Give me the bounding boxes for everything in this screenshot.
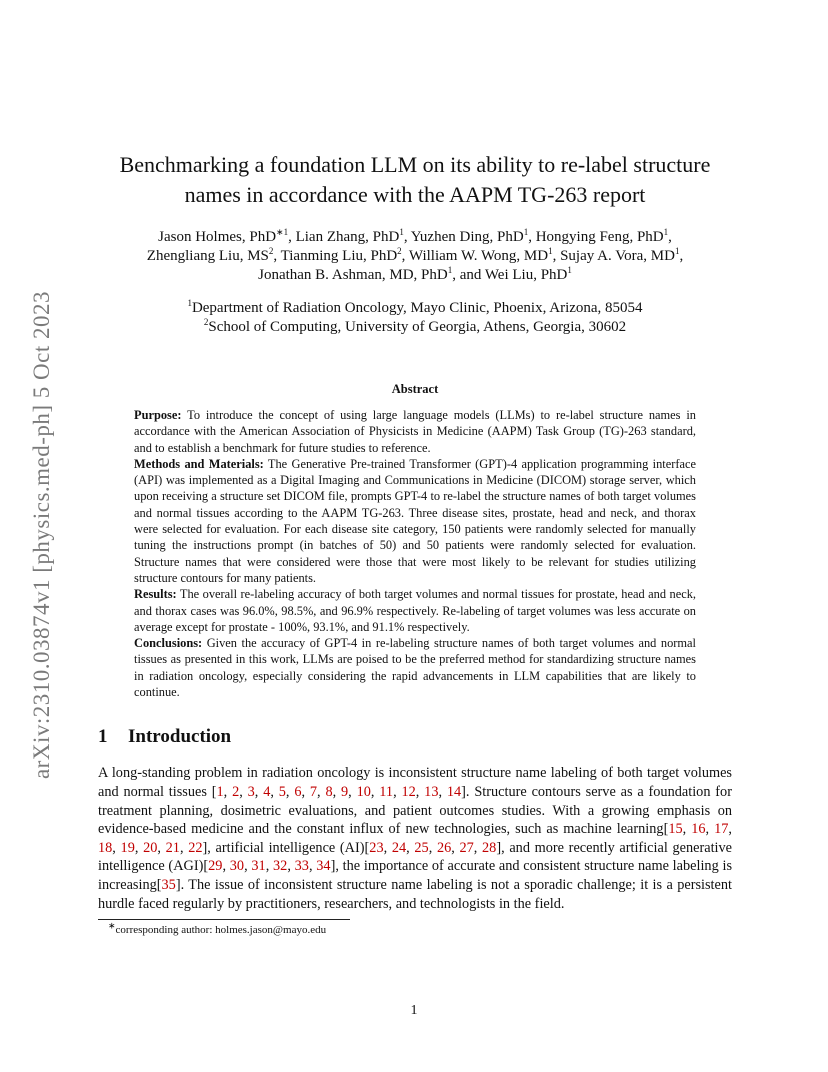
citation-link[interactable]: 5 [278, 783, 286, 800]
arxiv-identifier: arXiv:2310.03874v1 [physics.med-ph] 5 Oct 2023 [29, 290, 54, 780]
citation-link[interactable]: 15 [668, 821, 683, 838]
section-title: Introduction [128, 726, 232, 748]
arxiv-side-stamp [22, 250, 62, 820]
abstract-conclusions: Conclusions: Given the accuracy of GPT-4 in re-labeling structure names of both target volumes and normal tissues as presented in this work, LLMs are poised to be the preferred method for standardizing structure names in radiation oncology, especially considering the rapid advancements in LLM capabilities that are likely to continue. [134, 636, 696, 700]
citation-link[interactable]: 18 [98, 839, 113, 856]
citation-link[interactable]: 9 [341, 783, 349, 800]
title-line-2: names in accordance with the AAPM TG-263 report [184, 182, 646, 207]
author-list [98, 228, 732, 285]
citation-link[interactable]: 14 [446, 783, 462, 800]
author: Sujay A. Vora, $MD^1$, [560, 246, 684, 264]
citation-link[interactable]: 33 [294, 858, 309, 875]
author: William W. Wong, $MD^1$, [408, 246, 561, 264]
author: Lian Zhang, PhD$^1$, [295, 227, 411, 245]
citation-link[interactable]: 21 [165, 839, 180, 856]
title-line-1: Benchmarking a foundation LLM on its ability to re-label structure [119, 152, 711, 177]
abstract-purpose: Purpose: To introduce the concept of using large language models (LLMs) to re-label structure names in accordance with the American Association of Physicists in Medicine (AAPM) Task Group (TG)-263 standard, and to establish a benchmark for future studies to reference. [134, 408, 696, 455]
footnote-divider [98, 919, 350, 920]
citation-link[interactable]: 31 [251, 858, 266, 875]
paper-page [98, 150, 732, 936]
author: Zhengliang Liu, $MS^2$, [146, 246, 281, 264]
citation-link[interactable]: 8 [325, 783, 333, 800]
citation-link[interactable]: 30 [229, 858, 245, 875]
citation-link[interactable]: 16 [691, 821, 706, 838]
author: Hongying Feng, PhD$^1$, [535, 227, 672, 245]
author: Tianming Liu, PhD$^2$, [280, 246, 409, 264]
author: Wei Liu, PhD$^1$ [484, 265, 572, 283]
citation-link[interactable]: 27 [459, 839, 474, 856]
citation-link[interactable]: 20 [143, 839, 158, 856]
paper-title [98, 150, 732, 210]
intro-paragraph: A long-standing problem in radiation oncology is inconsistent structure name labeling of both target volumes and normal tissues [1, 2, 3, 4, 5, 6, 7, 8, 9, 10, 11, 12, 13, 14]. Structure contours serve as a foundation for treatment planning, dosimetric evaluations, and patient outcomes studies. With a growing emphasis on evidence-based medicine and the constant influx of new technologies, such as machine learning[15, 16, 17, 18, 19, 20, 21, 22], artificial intelligence (AI)[23, 24, 25, 26, 27, 28], and more recently artificial generative intelligence (AGI)[29, 30, 31, 32, 33, 34], the importance of accurate and consistent structure name labeling is increasing[35]. The issue of inconsistent structure name labeling is not a sporadic challenge; it is a persistent hurdle faced regularly by practitioners, researchers, and technologists in the field. [98, 765, 733, 912]
section-number: 1 [98, 726, 108, 748]
citation-link[interactable]: 28 [482, 839, 497, 856]
citation-link[interactable]: 4 [263, 783, 271, 800]
abstract-body [134, 407, 696, 700]
affiliation-2: $^2$School of Computing, University of Georgia, Athens, Georgia, 30602 [203, 317, 627, 335]
citation-link[interactable]: 3 [247, 783, 255, 800]
page-number: 1 [410, 1003, 418, 1018]
citation-link[interactable]: 23 [369, 839, 384, 856]
citation-link[interactable]: 24 [391, 839, 407, 856]
citation-link[interactable]: 1 [216, 783, 224, 800]
citation-link[interactable]: 13 [424, 783, 439, 800]
abstract-heading: Abstract [391, 382, 439, 396]
citation-link[interactable]: 35 [161, 876, 176, 893]
citation-link[interactable]: 11 [379, 783, 394, 800]
citation-link[interactable]: 7 [309, 783, 318, 800]
citation-link[interactable]: 32 [273, 858, 288, 875]
citation-link[interactable]: 2 [232, 783, 240, 800]
abstract-methods: Methods and Materials: The Generative Pre-trained Transformer (GPT)-4 application programming interface (API) was implemented as a Digital Imaging and Communications in Medicine (DICOM) storage server, which upon receiving a structure set DICOM file, prompts GPT-4 to re-label the structure names of both target volumes and normal tissues according to the AAPM TG-263. Three disease sites, prostate, head and neck, and thorax were selected for evaluation. For each disease site category, 150 patients were randomly selected for manually tuning the instructions prompt (in batches of 50) and 50 patients were randomly selected for evaluation. Structure names that were considered were those that were most likely to be relevant for studies utilizing structure contours for many patients. [134, 456, 696, 585]
footnote: ∗corresponding author: holmes.jason@mayo.edu [108, 920, 327, 937]
author: Jason Holmes, PhD$^{∗1}$, [158, 227, 296, 245]
section-heading [98, 726, 732, 748]
citation-link[interactable]: 22 [188, 839, 203, 856]
citation-link[interactable]: 34 [316, 858, 331, 875]
affiliations [98, 299, 732, 337]
abstract-results: Results: The overall re-labeling accuracy of both target volumes and normal tissues for prostate, head and neck, and thorax cases was 96.0%, 98.5%, and 96.9% respectively. Re-labeling of target volumes was less accurate on average except for prostate - 100%, 93.1%, and 91.1% respectively. [134, 587, 696, 634]
citation-link[interactable]: 26 [436, 839, 452, 856]
citation-link[interactable]: 17 [714, 821, 729, 838]
affiliation-1: $^1$Department of Radiation Oncology, Mayo Clinic, Phoenix, Arizona, 85054 [187, 298, 643, 316]
citation-link[interactable]: 10 [356, 783, 371, 800]
citation-link[interactable]: 6 [294, 783, 302, 800]
author: Yuzhen Ding, PhD$^1$, [410, 227, 536, 245]
author: Jonathan B. Ashman, MD, PhD$^1$, and [258, 265, 485, 283]
citation-link[interactable]: 19 [120, 839, 135, 856]
citation-link[interactable]: 12 [401, 783, 416, 800]
citation-link[interactable]: 25 [414, 839, 429, 856]
citation-link[interactable]: 29 [208, 858, 223, 875]
